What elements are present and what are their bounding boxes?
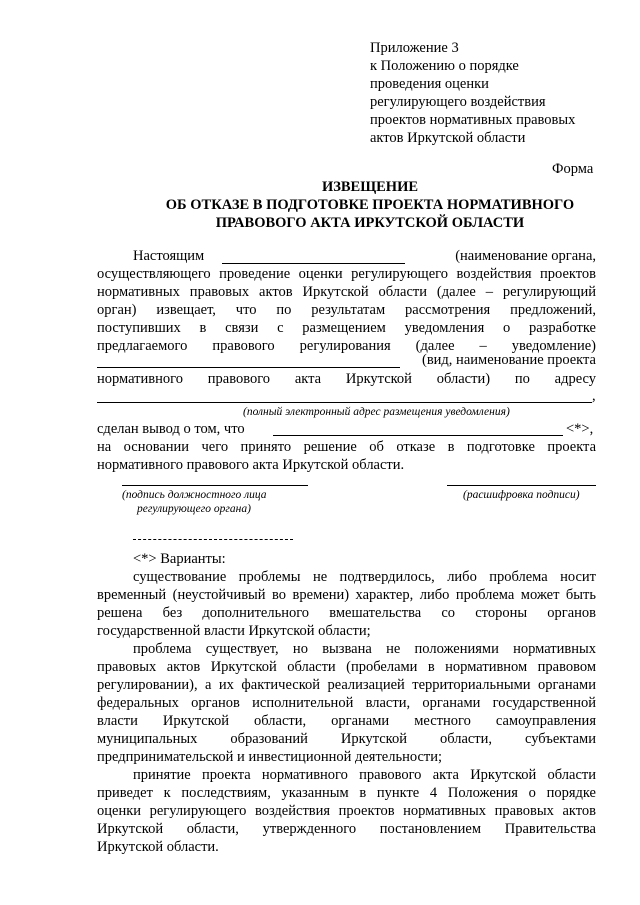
body-text: ,	[592, 388, 596, 404]
footnote-header: <*> Варианты:	[133, 551, 226, 567]
appendix-line: к Положению о порядке	[370, 58, 519, 74]
footnote-text: Иркутской области, утвержденного постановлением Правительства	[97, 821, 596, 837]
footnote-text: власти Иркутской области, органами местного самоуправления	[97, 713, 596, 729]
body-text: предлагаемого правового регулирования (далее – уведомление)	[97, 338, 596, 354]
blank-project-type	[97, 367, 400, 368]
signature-decoding-line	[447, 485, 596, 486]
appendix-line: проведения оценки	[370, 76, 489, 92]
footnote-text: регулировании), а их фактической реализацией территориальными органами	[97, 677, 596, 693]
footnote-text: проблема существует, но вызвана не положениями нормативных	[133, 641, 596, 657]
body-text: поступивших в связи с размещением уведомления о разработке	[97, 320, 596, 336]
form-label: Форма	[552, 161, 594, 177]
footnote-text: существование проблемы не подтвердилось, либо проблема носит	[133, 569, 596, 585]
footnote-text: решена без дополнительного вмешательства со стороны органов	[97, 605, 596, 621]
blank-conclusion	[273, 435, 563, 436]
footnote-text: федеральных органов исполнительной власти, органами государственной	[97, 695, 596, 711]
body-text: (вид, наименование проекта	[422, 352, 596, 368]
footnote-text: предпринимательской и инвестиционной деятельности;	[97, 749, 443, 765]
footnote-text: принятие проекта нормативного правового акта Иркутской области	[133, 767, 596, 783]
signature-hint: регулирующего органа)	[137, 503, 251, 515]
footnote-text: правовых актов Иркутской области (пробелами в нормативном правовом	[97, 659, 596, 675]
body-text: нормативного правового акта Иркутской области.	[97, 457, 405, 473]
appendix-line: регулирующего воздействия	[370, 94, 546, 110]
blank-organ-name	[222, 263, 405, 264]
blank-address	[97, 402, 592, 403]
body-text: на основании чего принято решение об отказе в подготовке проекта	[97, 439, 596, 455]
footnote-text: Иркутской области.	[97, 839, 219, 855]
body-text: сделан вывод о том, что	[97, 421, 245, 437]
appendix-line: актов Иркутской области	[370, 130, 526, 146]
footnote-text: государственной власти Иркутской области;	[97, 623, 371, 639]
footnote-text: приведет к последствиям, указанным в пункте 4 Положения о порядке	[97, 785, 596, 801]
body-text: нормативного правового акта Иркутской области) по адресу	[97, 371, 596, 387]
footnote-text: оценки регулирующего воздействия проектов нормативных правовых актов	[97, 803, 596, 819]
body-text: орган) извещает, что по результатам рассмотрения предложений,	[97, 302, 596, 318]
signature-decoding-hint: (расшифровка подписи)	[463, 489, 580, 501]
body-text: (наименование органа,	[455, 248, 596, 264]
body-text: осуществляющего проведение оценки регулирующего воздействия проектов	[97, 266, 596, 282]
footnote-text: муниципальных образований Иркутской области, субъектами	[97, 731, 596, 747]
signature-line	[122, 485, 308, 486]
title-line-3: ПРАВОВОГО АКТА ИРКУТСКОЙ ОБЛАСТИ	[215, 215, 525, 231]
footnote-text: временный (неустойчивый во времени) характер, либо проблема может быть	[97, 587, 596, 603]
hint-address: (полный электронный адрес размещения уведомления)	[243, 406, 510, 418]
body-text: Настоящим	[133, 248, 205, 264]
title-line-1: ИЗВЕЩЕНИЕ	[321, 179, 419, 195]
body-text: <*>,	[566, 421, 594, 437]
title-line-2: ОБ ОТКАЗЕ В ПОДГОТОВКЕ ПРОЕКТА НОРМАТИВНОГО	[165, 197, 575, 213]
signature-hint: (подпись должностного лица	[122, 489, 267, 501]
body-text: нормативных правовых актов Иркутской области (далее – регулирующий	[97, 284, 596, 300]
appendix-line: Приложение 3	[370, 40, 459, 56]
footnote-separator	[133, 539, 293, 540]
appendix-line: проектов нормативных правовых	[370, 112, 576, 128]
